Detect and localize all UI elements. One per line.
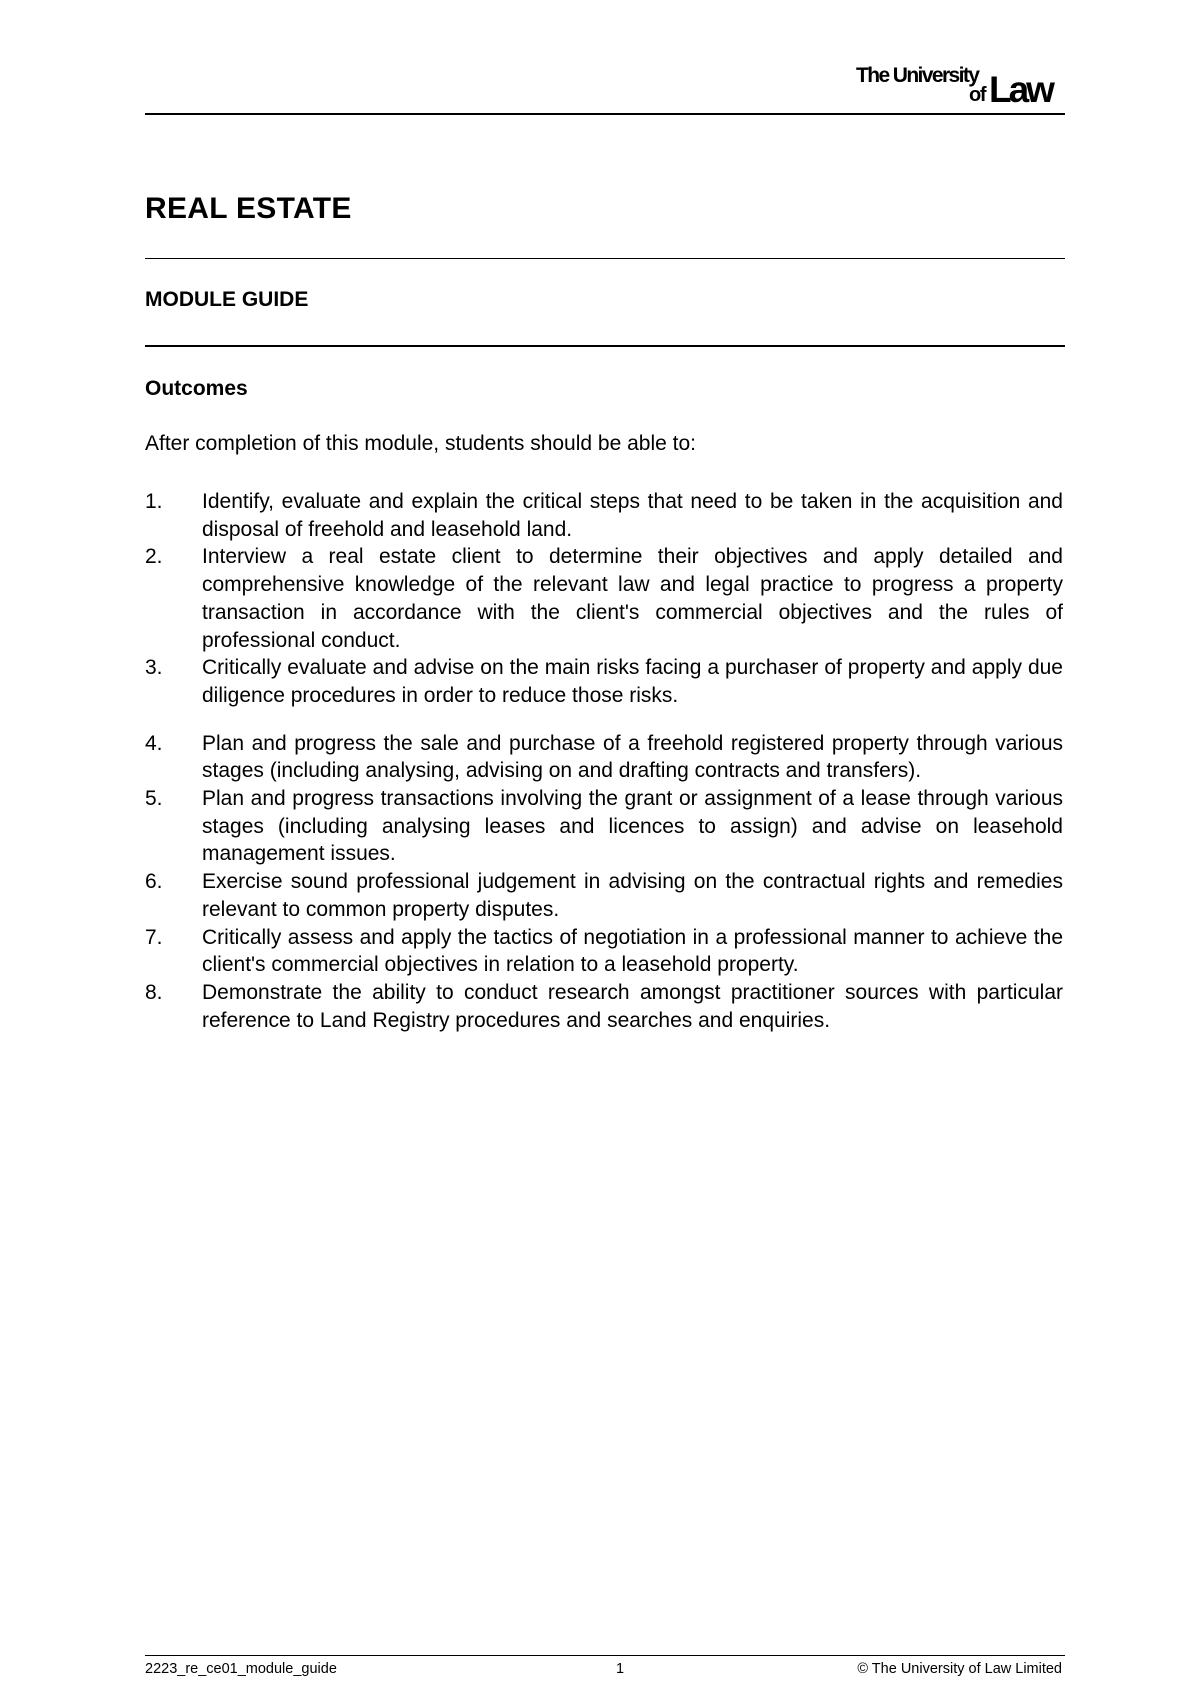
- title-rule: [145, 258, 1065, 259]
- document-subtitle: MODULE GUIDE: [145, 288, 309, 311]
- outcome-item: [145, 654, 1063, 709]
- outcome-number: 7.: [145, 925, 163, 949]
- outcome-text: Interview a real estate client to determine their objectives and apply detailed and comprehensive knowledge of the relevant law and legal practice to progress a property transaction in accordance with the client's commercial objectives and the rules of professional conduct.: [202, 545, 1063, 652]
- outcome-text: Exercise sound professional judgement in advising on the contractual rights and remedies relevant to common property disputes.: [202, 870, 1063, 921]
- logo-law: Law: [989, 69, 1052, 110]
- outcome-text: Identify, evaluate and explain the critical steps that need to be taken in the acquisition and disposal of freehold and leasehold land.: [202, 490, 1063, 541]
- outcome-item: [145, 543, 1063, 654]
- footer-rule: [145, 1655, 1065, 1656]
- section-heading: Outcomes: [145, 377, 248, 400]
- outcome-text: Plan and progress the sale and purchase of a freehold registered property through various stages (including analysing, advising on and drafting contracts and transfers).: [202, 731, 1063, 783]
- outcome-item: [145, 979, 1063, 1034]
- subtitle-rule: [145, 345, 1065, 347]
- outcome-item: [145, 785, 1063, 868]
- intro-text: After completion of this module, students should be able to:: [145, 432, 696, 455]
- footer-page-number: 1: [616, 1661, 625, 1677]
- outcome-number: 4.: [145, 731, 163, 755]
- outcomes-list: [145, 488, 1063, 1034]
- outcome-text: Demonstrate the ability to conduct research amongst practitioner sources with particular reference to Land Registry procedures and searches and enquiries.: [202, 980, 1063, 1032]
- outcome-text: Plan and progress transactions involving the grant or assignment of a lease through various stages (including analysing leases and licences to assign) and advise on leasehold management issues.: [202, 787, 1063, 866]
- document-title: REAL ESTATE: [145, 192, 352, 225]
- university-of-law-logo: [856, 64, 1068, 110]
- footer-document-reference: 2223_re_ce01_module_guide: [145, 1661, 337, 1677]
- outcome-number: 3.: [145, 656, 163, 680]
- outcome-text: Critically assess and apply the tactics of negotiation in a professional manner to achieve the client's commercial objectives in relation to a leasehold property.: [202, 925, 1063, 977]
- outcome-number: 6.: [145, 870, 163, 894]
- footer-copyright: © The University of Law Limited: [857, 1661, 1062, 1677]
- outcome-text: Critically evaluate and advise on the main risks facing a purchaser of property and apply due diligence procedures in order to reduce those risks.: [202, 656, 1063, 707]
- outcome-item: [145, 924, 1063, 979]
- outcome-item: [145, 730, 1063, 785]
- outcome-item: [145, 868, 1063, 923]
- outcome-number: 8.: [145, 980, 163, 1004]
- outcome-number: 5.: [145, 787, 163, 811]
- outcome-item: [145, 488, 1063, 543]
- logo-line-university: The University: [856, 64, 979, 87]
- header-rule: [145, 113, 1065, 115]
- logo-of: of: [969, 84, 986, 106]
- outcome-number: 1.: [145, 490, 163, 513]
- outcome-number: 2.: [145, 545, 163, 569]
